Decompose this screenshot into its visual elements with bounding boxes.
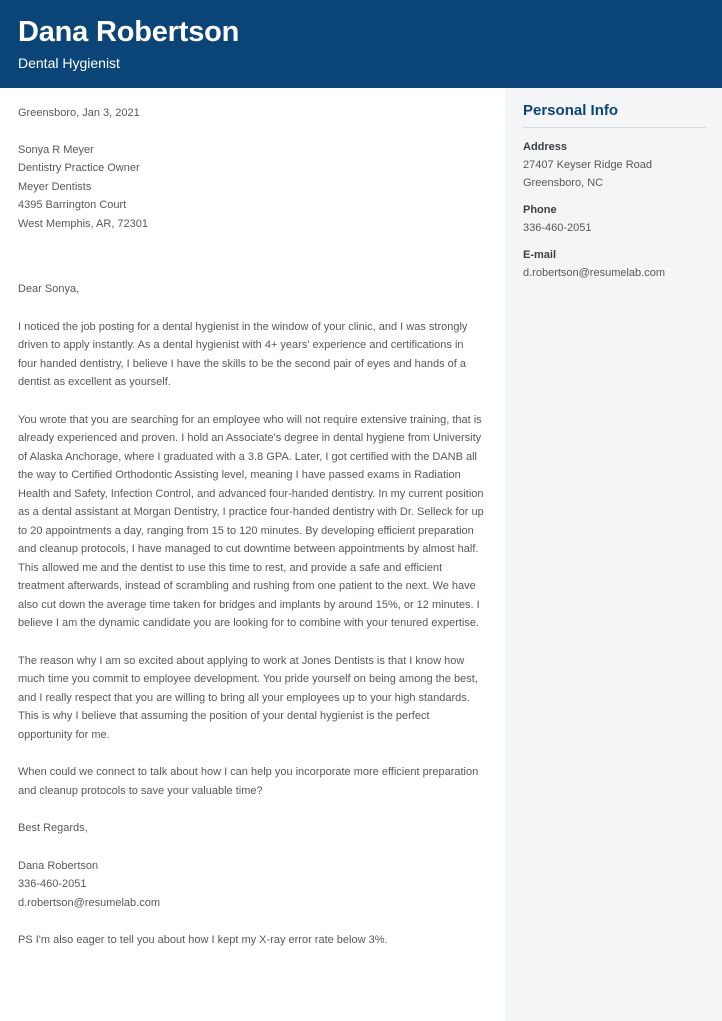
- sidebar-value: 336-460-2051: [523, 222, 592, 234]
- letter-postscript: PS I'm also eager to tell you about how I kept my X-ray error rate below 3%.: [18, 934, 388, 946]
- document-header: [0, 0, 722, 88]
- sidebar-heading: Personal Info: [523, 102, 619, 119]
- document-body: [0, 88, 722, 1021]
- sidebar-heading-divider: [523, 127, 706, 128]
- sidebar-value: d.robertson@resumelab.com: [523, 267, 666, 279]
- sidebar-label: Phone: [523, 204, 557, 216]
- recipient-address-block: [18, 141, 485, 234]
- letter-closing: Best Regards,: [18, 822, 88, 834]
- signature-phone: 336-460-2051: [18, 878, 87, 890]
- letter-main-column: [0, 88, 505, 1021]
- recipient-line: Dentistry Practice Owner: [18, 162, 140, 174]
- letter-paragraph: I noticed the job posting for a dental hygienist in the window of your clinic, and I was strongly driven to apply instantly. As a dental hygienist with 4+ years' experience and certifications in four handed dentistry, I believe I have the skills to be the second pair of eyes and hands of a dentist as excellent as yourself.: [18, 320, 468, 388]
- letter-paragraph: You wrote that you are searching for an employee who will not require extensive training, that is already experienced and proven. I hold an Associate's degree in dental hygiene from University of Alaska Anchorage, where I graduated with a 3.8 GPA. Later, I got certified with the DANB all the way to Certified Orthodontic Assisting level, meaning I have passed exams in Radiation Health and Safety, Infection Control, and advanced four-handed dentistry. In my current position as a dental assistant at Morgan Dentistry, I practice four-handed dentistry with Dr. Selleck for up to 20 appointments a day, ranging from 15 to 120 minutes. By developing efficient preparation and cleanup protocols, I have managed to cut downtime between appointments by almost half. This allowed me and the dentist to use this time to rest, and provide a safe and efficient treatment afterwards, instead of scrambling and rushing from one patient to the next. We have also cut down the average time taken for bridges and implants by around 15%, or 12 minutes. I believe I am the dynamic candidate you are looking for to combine with your tenured expertise.: [18, 413, 484, 629]
- letter-paragraph: When could we connect to talk about how I can help you incorporate more efficient preparation and cleanup protocols to save your valuable time?: [18, 766, 479, 797]
- letter-salutation: Dear Sonya,: [18, 283, 80, 295]
- letter-date: Greensboro, Jan 3, 2021: [18, 107, 140, 119]
- personal-info-sidebar: [505, 88, 722, 1021]
- sidebar-value: 27407 Keyser Ridge Road: [523, 159, 653, 171]
- sidebar-label: Address: [523, 141, 568, 153]
- applicant-job-title: Dental Hygienist: [18, 55, 120, 72]
- recipient-line: Sonya R Meyer: [18, 143, 94, 156]
- sidebar-group-email: [523, 246, 706, 282]
- sidebar-value: Greensboro, NC: [523, 177, 604, 189]
- signature-email: d.robertson@resumelab.com: [18, 896, 161, 909]
- sidebar-group-phone: [523, 201, 706, 237]
- sidebar-group-address: [523, 138, 706, 192]
- sidebar-label: E-mail: [523, 249, 557, 261]
- applicant-name: Dana Robertson: [18, 16, 240, 48]
- recipient-line: West Memphis, AR, 72301: [18, 217, 149, 230]
- letter-paragraph: The reason why I am so excited about applying to work at Jones Dentists is that I know how much time you commit to employee development. You pride yourself on being among the best, and I really respect that you are willing to bring all your employees up to your high standards. This is why I believe that assuming the position of your dental hygienist is the perfect opportunity for me.: [18, 654, 478, 741]
- signature-name: Dana Robertson: [18, 859, 99, 872]
- recipient-line: Meyer Dentists: [18, 180, 92, 193]
- signature-block: [18, 857, 485, 913]
- recipient-line: 4395 Barrington Court: [18, 199, 127, 211]
